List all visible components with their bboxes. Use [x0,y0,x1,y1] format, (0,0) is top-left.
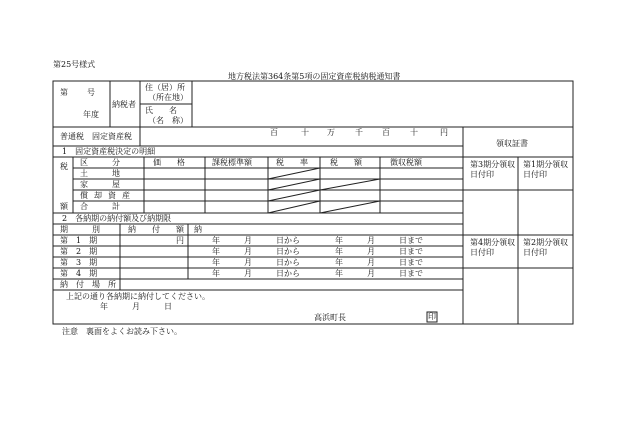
year-label: 年度 [83,110,99,119]
col-collection-amount: 徴収税額 [390,158,422,167]
receipt-title: 領収証書 [496,139,528,148]
period-3-to: 年 月 日まで [335,258,423,267]
col-payment-amount: 納 付 額 [128,225,184,234]
unit-juu: 十 [410,128,418,137]
col-due-date: 納 [194,225,202,234]
row-land: 土 地 [80,169,120,178]
payment-place-label: 納 付 場 所 [60,280,116,289]
unit-sen: 千 [355,128,363,137]
name-sub-label: （名 称） [148,116,188,125]
col-tax-base: 課税標準額 [212,158,252,167]
col-period: 期 別 [60,225,100,234]
receipt-box-period-1: 第1期分領収日付印 [523,160,569,179]
issuer-name: 高浜町長 [314,313,346,322]
unit-juu-man: 十 [301,128,309,137]
number-label: 第 号 [60,88,96,97]
address-label: 住（居）所 [145,83,185,92]
notice-text: 上記の通り各納期に納付してください。 [66,292,210,301]
receipt-box-period-2: 第2期分領収日付印 [523,238,569,257]
form-number: 第25号様式 [53,60,96,69]
form-title: 地方税法第364条第5項の固定資産税納税通知書 [228,72,401,81]
row-total: 合 計 [80,202,120,211]
col-tax-rate: 税 率 [276,158,308,167]
seal-mark: 印 [428,312,436,321]
unit-yen: 円 [440,128,448,137]
section1-heading: 1 固定資産税決定の明細 [62,147,156,156]
period-3-from: 年 月 日から [212,258,300,267]
period-4-to: 年 月 日まで [335,269,423,278]
period-1-label: 第 1 期 [60,236,98,245]
col-category: 区 分 [80,158,120,167]
receipt-box-period-4: 第4期分領収日付印 [470,238,516,257]
period-1-from: 年 月 日から [212,236,300,245]
unit-hyaku: 百 [382,128,390,137]
name-label: 氏 名 [145,106,177,115]
period-4-from: 年 月 日から [212,269,300,278]
tax-side-label-top: 税 [60,162,68,171]
yen-mark: 円 [176,236,184,245]
col-price: 価 格 [153,158,185,167]
unit-man: 万 [327,128,335,137]
period-2-label: 第 2 期 [60,247,98,256]
period-4-label: 第 4 期 [60,269,98,278]
row-house: 家 屋 [80,180,120,189]
col-tax-amount: 税 額 [330,158,362,167]
period-2-from: 年 月 日から [212,247,300,256]
section2-heading: 2 各納期の納付額及び納期限 [62,214,172,223]
period-3-label: 第 3 期 [60,258,98,267]
unit-hyaku-man: 百 [270,128,278,137]
address-sub-label: （所在地） [148,93,188,102]
period-2-to: 年 月 日まで [335,247,423,256]
tax-side-label-bottom: 額 [60,202,68,211]
footer-note: 注意 裏面をよくお読み下さい。 [62,327,182,336]
tax-type-label: 普通税 固定資産税 [60,132,132,141]
period-1-to: 年 月 日まで [335,236,423,245]
row-depreciable-assets: 償却資産 [80,191,136,200]
receipt-box-period-3: 第3期分領収日付印 [470,160,516,179]
taxpayer-label: 納税者 [112,100,136,109]
notice-date: 年 月 日 [100,302,172,311]
